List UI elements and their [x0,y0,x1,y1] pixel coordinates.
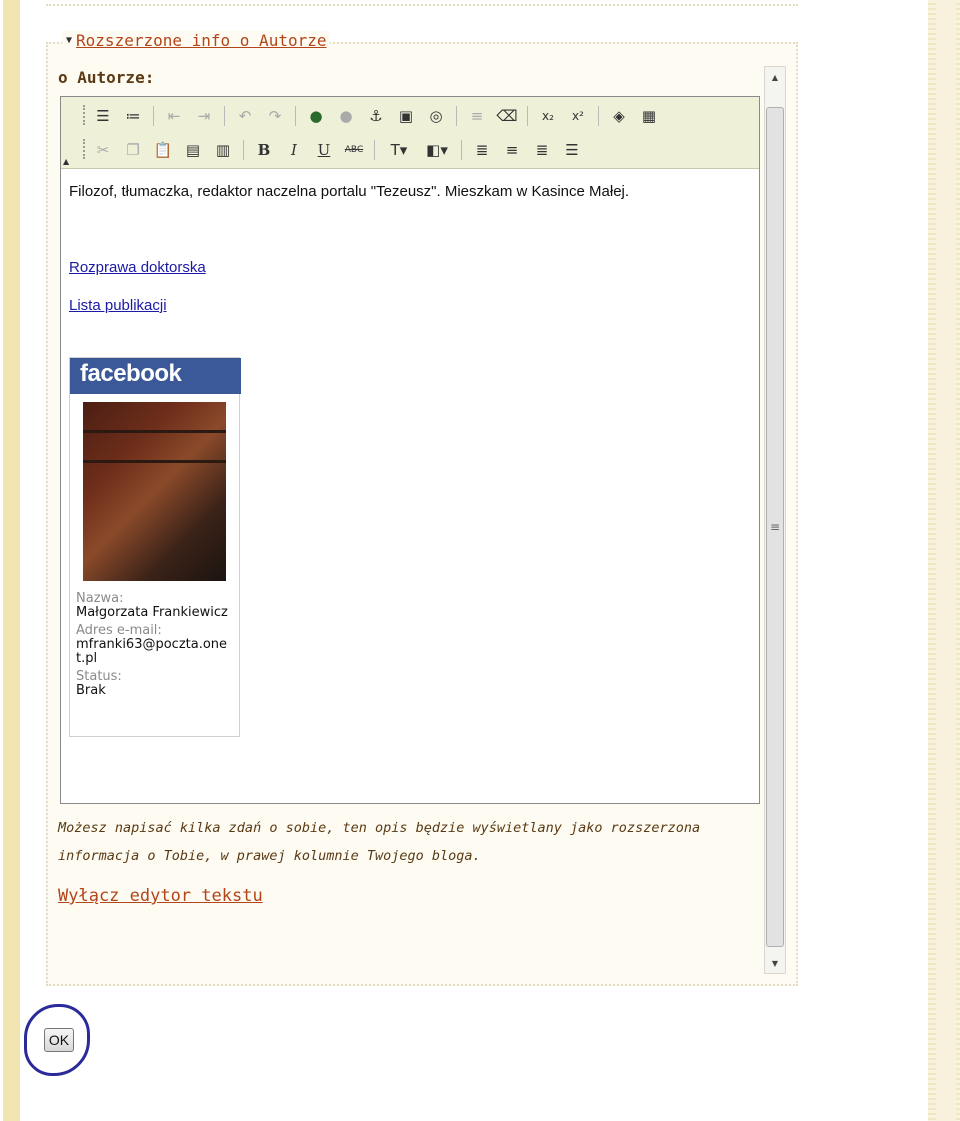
table-icon[interactable]: ▦ [641,107,657,125]
toolbar-row-2 [91,137,584,163]
toolbar-separator [153,106,154,126]
section-legend[interactable] [62,31,330,50]
about-author-label: o Autorze: [58,68,155,87]
toolbar-separator [598,106,599,126]
intro-text: Filozof, tłumaczka, redaktor naczelna portalu "Tezeusz". Mieszkam w Kasince Małej. [69,183,630,200]
horizontal-rule-icon[interactable]: ≡ [470,107,484,125]
justify-icon[interactable]: ☰ [565,141,579,159]
email-label: Adres e-mail: [76,623,162,638]
paste-word-icon[interactable]: ▥ [215,141,231,159]
bold-icon[interactable]: B [257,141,271,159]
toolbar-separator [243,140,244,160]
copy-icon[interactable]: ❐ [126,141,140,159]
paste-text-icon[interactable]: ▤ [185,141,201,159]
align-left-icon[interactable]: ≣ [475,141,489,159]
scroll-down-icon[interactable]: ▼ [771,958,779,968]
vertical-scrollbar[interactable] [764,66,786,974]
ordered-list-icon[interactable]: ≔ [125,107,141,125]
author-info-section [46,31,798,986]
facebook-badge[interactable] [69,357,240,737]
toolbar-separator [456,106,457,126]
toolbar-grip-icon[interactable] [83,139,86,159]
outdent-icon[interactable]: ⇤ [167,107,181,125]
eraser-icon[interactable]: ⌫ [496,107,518,125]
align-right-icon[interactable]: ≣ [535,141,549,159]
status-value: Brak [76,683,106,698]
editor-toolbar [61,97,759,169]
profile-photo [83,402,226,581]
undo-icon[interactable]: ↶ [238,107,252,125]
underline-icon[interactable]: U [317,141,331,159]
background-color-icon[interactable]: ◧▾ [426,141,448,159]
toolbar-separator [224,106,225,126]
link-icon[interactable]: ● [309,107,323,125]
scroll-up-icon[interactable]: ▲ [771,72,779,82]
unlink-icon[interactable]: ● [339,107,353,125]
image-icon[interactable]: ▣ [398,107,414,125]
disable-editor-link[interactable]: Wyłącz edytor tekstu [58,886,263,906]
subscript-icon[interactable]: x₂ [542,109,554,123]
redo-icon[interactable]: ↷ [268,107,282,125]
toolbar-separator [374,140,375,160]
ok-button[interactable]: OK [44,1028,74,1052]
editor-hint-text: Możesz napisać kilka zdań o sobie, ten opis będzie wyświetlany jako rozszerzona informacja o Tobie, w prawej kolumnie Twojego bloga. [58,820,701,864]
top-divider [46,4,798,6]
facebook-logo: facebook [70,358,241,394]
anchor-icon[interactable]: ⚓ [369,107,383,125]
toolbar-collapse-icon[interactable]: ▲ [63,157,70,166]
flash-icon[interactable]: ◎ [429,107,443,125]
rich-text-editor[interactable] [60,96,760,804]
indent-icon[interactable]: ⇥ [197,107,211,125]
toolbar-separator [527,106,528,126]
toolbar-separator [295,106,296,126]
right-decorative-bar [928,0,960,1121]
author-info-toggle-link[interactable]: Rozszerzone info o Autorze [76,31,327,50]
left-decorative-bar [3,0,20,1121]
publications-link[interactable]: Lista publikacji [69,297,167,314]
align-center-icon[interactable]: ≡ [505,141,519,159]
unordered-list-icon[interactable]: ☰ [96,107,110,125]
strikethrough-icon[interactable]: ABC [344,145,364,155]
toolbar-row-1 [91,103,661,129]
cut-icon[interactable]: ✂ [96,141,110,159]
superscript-icon[interactable]: x² [572,109,584,123]
toolbar-grip-icon[interactable] [83,105,86,125]
source-icon[interactable]: ◈ [613,107,625,125]
dissertation-link[interactable]: Rozprawa doktorska [69,259,206,276]
facebook-fields [76,588,236,698]
name-label: Nazwa: [76,591,124,606]
scrollbar-thumb[interactable]: ≡ [766,107,784,947]
paste-icon[interactable]: 📋 [153,141,173,159]
collapse-triangle-icon[interactable]: ▼ [66,35,73,46]
italic-icon[interactable]: I [291,141,297,159]
status-label: Status: [76,669,122,684]
text-color-icon[interactable]: T▾ [390,141,408,159]
toolbar-separator [461,140,462,160]
name-value: Małgorzata Frankiewicz [76,605,228,620]
email-value: mfranki63@poczta.onet.pl [76,637,228,666]
